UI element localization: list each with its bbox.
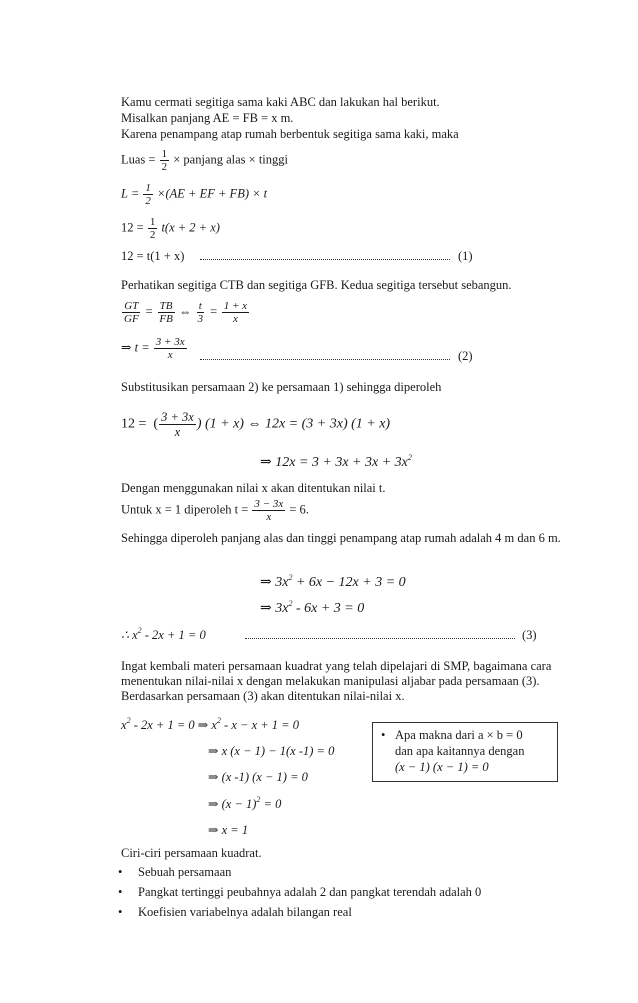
intro-line-2: Misalkan panjang AE = FB = x m. bbox=[121, 111, 294, 125]
equation-2-label: (2) bbox=[458, 349, 473, 363]
eq-12a-fraction bbox=[148, 216, 158, 241]
equation-2 bbox=[121, 336, 188, 361]
note-bullet: • bbox=[381, 728, 386, 742]
eq-12a-num: 1 bbox=[149, 216, 156, 228]
l-equation bbox=[121, 182, 267, 207]
l-eq-lhs: L = bbox=[121, 186, 140, 201]
eq3-pre: ∴ x bbox=[121, 628, 138, 642]
untuk-pre: Untuk x = 1 diperoleh t = bbox=[121, 502, 249, 517]
eq3b-post: - 6x + 3 = 0 bbox=[292, 601, 365, 616]
note-line-2: dan apa kaitannya dengan bbox=[395, 744, 525, 758]
ratio-c-den: 3 bbox=[197, 313, 204, 325]
l-eq-num: 1 bbox=[145, 182, 151, 194]
equation-1: 12 = t(1 + x) bbox=[121, 249, 185, 263]
note-line-3: (x − 1) (x − 1) = 0 bbox=[395, 760, 489, 774]
intro-line-1: Kamu cermati segitiga sama kaki ABC dan lakukan hal berikut. bbox=[121, 95, 440, 109]
untuk-num: 3 − 3x bbox=[254, 498, 284, 510]
eq-12a-den: 2 bbox=[149, 229, 156, 241]
equation-3a bbox=[260, 575, 406, 590]
big-eq-den: x bbox=[174, 425, 181, 439]
eq2-den: x bbox=[167, 349, 173, 361]
big-equation bbox=[121, 410, 390, 439]
equation-1-label: (1) bbox=[458, 249, 473, 263]
ratio-c-num: t bbox=[198, 300, 202, 312]
ratio-d-num: 1 + x bbox=[223, 300, 248, 312]
ratio-b-num: TB bbox=[159, 300, 173, 312]
ciri-item-1: • Sebuah persamaan bbox=[116, 862, 481, 882]
ratio-eq: = bbox=[144, 304, 154, 319]
step-1 bbox=[121, 718, 299, 733]
ratio-a-den: GF bbox=[124, 313, 139, 325]
untuk-post: = 6. bbox=[289, 502, 309, 517]
luas-frac-den: 2 bbox=[161, 161, 168, 173]
luas-lhs: Luas = bbox=[121, 152, 156, 167]
big-equation-next bbox=[260, 455, 412, 470]
ciri-list bbox=[116, 862, 481, 922]
step1-post: - x − x + 1 = 0 bbox=[220, 718, 299, 732]
ratio-a-num: GT bbox=[124, 300, 139, 312]
ciri-item-2: • Pangkat tertinggi peubahnya adalah 2 dan pangkat terendah adalah 0 bbox=[116, 882, 481, 902]
dotted-leader-1 bbox=[200, 259, 450, 260]
eq3a-sup: 2 bbox=[288, 573, 293, 582]
step4-sup: 2 bbox=[256, 795, 261, 804]
step4-pre: ⇒ (x − 1) bbox=[208, 797, 257, 811]
luas-formula bbox=[121, 148, 288, 173]
equation-3b bbox=[260, 601, 364, 616]
step-4 bbox=[208, 797, 281, 812]
big-eq-next-sup: 2 bbox=[407, 453, 412, 462]
big-eq-open: ( bbox=[153, 416, 159, 432]
ciri-item-3: • Koefisien variabelnya adalah bilangan real bbox=[116, 902, 481, 922]
step4-post: = 0 bbox=[260, 797, 282, 811]
step-3: ⇒ (x -1) (x − 1) = 0 bbox=[208, 770, 308, 784]
big-eq-mid: ) (1 + x) ⇔ 12x = (3 + 3x) (1 + x) bbox=[196, 416, 391, 432]
big-eq-lhs: 12 = bbox=[121, 416, 147, 432]
eq2-num: 3 + 3x bbox=[155, 336, 185, 348]
equation-3 bbox=[121, 628, 206, 643]
l-eq-rhs: ×(AE + EF + FB) × t bbox=[157, 186, 268, 201]
ciri-title: Ciri-ciri persamaan kuadrat. bbox=[121, 846, 262, 860]
luas-rhs: × panjang alas × tinggi bbox=[173, 152, 289, 167]
l-eq-den: 2 bbox=[145, 195, 151, 207]
dotted-leader-2 bbox=[200, 359, 450, 360]
luas-fraction bbox=[160, 148, 170, 173]
eq3a-post: + 6x − 12x + 3 = 0 bbox=[292, 575, 406, 590]
eq3b-pre: ⇒ 3x bbox=[260, 601, 289, 616]
eq2-lhs: ⇒ t = bbox=[121, 340, 150, 355]
ratio-d-den: x bbox=[232, 313, 238, 325]
big-eq-next: ⇒ 12x = 3 + 3x + 3x + 3x bbox=[260, 455, 408, 470]
untuk-line bbox=[121, 498, 309, 523]
luas-frac-num: 1 bbox=[161, 148, 168, 160]
note-line-1: Apa makna dari a × b = 0 bbox=[395, 728, 523, 742]
dengan-text: Dengan menggunakan nilai x akan ditentukan nilai t. bbox=[121, 481, 386, 495]
untuk-den: x bbox=[266, 511, 272, 523]
eq-12a-rhs: t(x + 2 + x) bbox=[161, 220, 220, 235]
ratio-eq2: = bbox=[209, 304, 218, 319]
step1-mid: - 2x + 1 = 0 ⇒ x bbox=[130, 718, 217, 732]
eq3b-sup: 2 bbox=[288, 599, 293, 608]
similar-triangles-text: Perhatikan segitiga CTB dan segitiga GFB. Kedua segitiga tersebut sebangun. bbox=[121, 278, 512, 292]
sehingga-text: Sehingga diperoleh panjang alas dan tinggi penampang atap rumah adalah 4 m dan 6 m. bbox=[121, 531, 561, 545]
eq3-sup: 2 bbox=[137, 626, 142, 635]
step1-sup2: 2 bbox=[216, 716, 221, 725]
step1-a: x bbox=[121, 718, 127, 732]
equation-3-label: (3) bbox=[522, 628, 537, 642]
big-eq-num: 3 + 3x bbox=[161, 410, 194, 424]
eq3-post: - 2x + 1 = 0 bbox=[141, 628, 206, 642]
eq3a-pre: ⇒ 3x bbox=[260, 575, 289, 590]
step-5: ⇒ x = 1 bbox=[208, 823, 249, 837]
intro-line-3: Karena penampang atap rumah berbentuk segitiga sama kaki, maka bbox=[121, 127, 459, 141]
step-2: ⇒ x (x − 1) − 1(x -1) = 0 bbox=[208, 744, 335, 758]
l-eq-fraction bbox=[143, 182, 153, 207]
substitution-text: Substitusikan persamaan 2) ke persamaan 1) sehingga diperoleh bbox=[121, 380, 442, 394]
step1-sup: 2 bbox=[126, 716, 131, 725]
ratio-equation bbox=[121, 300, 250, 325]
eq-12a bbox=[121, 216, 220, 241]
dotted-leader-3 bbox=[245, 638, 515, 639]
ratio-iff: ⇔ bbox=[178, 304, 192, 319]
eq-12a-lhs: 12 = bbox=[121, 220, 144, 235]
ingat-paragraph: Ingat kembali materi persamaan kuadrat yang telah dipelajari di SMP, bagaimana cara menentukan nilai-nilai x dengan melakukan manipulasi aljabar pada persamaan (3). Berdasarkan persamaan (3) akan ditentukan nilai-nilai x. bbox=[121, 659, 552, 703]
ratio-b-den: FB bbox=[159, 313, 173, 325]
note-box bbox=[372, 722, 558, 782]
